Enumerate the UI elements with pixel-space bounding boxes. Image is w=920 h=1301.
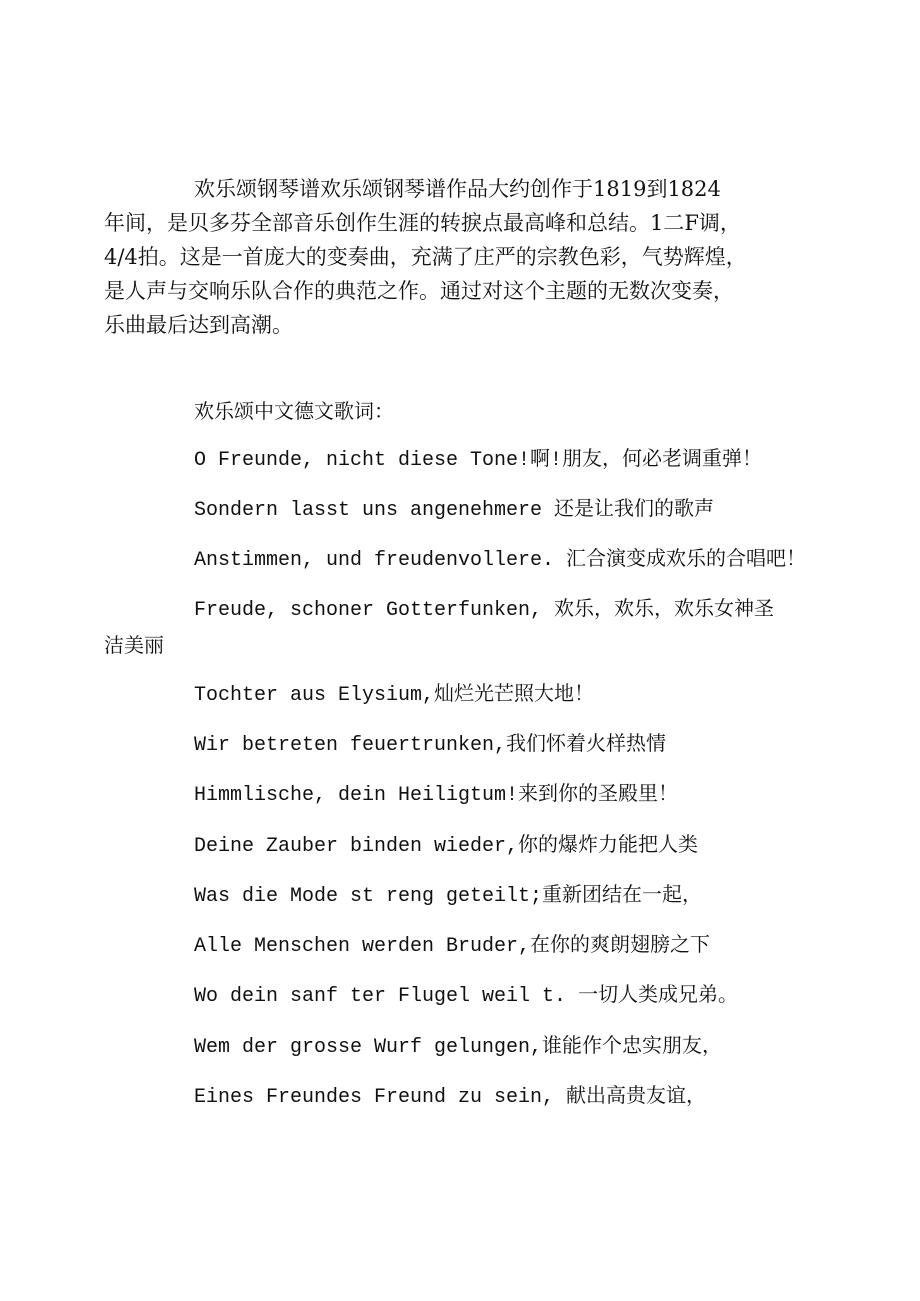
lyric-line: Himmlische, dein Heiligtum!来到你的圣殿里！	[194, 784, 679, 807]
intro-paragraph	[104, 172, 804, 342]
intro-line: 欢乐颂钢琴谱欢乐颂钢琴谱作品大约创作于1819到1824	[194, 177, 721, 201]
lyric-line: Wem der grosse Wurf gelungen,谁能作个忠实朋友，	[194, 1036, 723, 1059]
intro-line: 4/4拍。这是一首庞大的变奏曲，充满了庄严的宗教色彩，气势辉煌，	[104, 245, 747, 269]
lyric-line: Alle Menschen werden Bruder,在你的爽朗翅膀之下	[194, 935, 711, 958]
lyric-line: Wo dein sanf ter Flugel weil t. 一切人类成兄弟。	[194, 985, 739, 1008]
lyric-line: Eines Freundes Freund zu sein, 献出高贵友谊，	[194, 1086, 707, 1109]
intro-line: 年间，是贝多芬全部音乐创作生涯的转捩点最高峰和总结。1二F调，	[104, 211, 741, 235]
intro-line: 乐曲最后达到高潮。	[104, 313, 293, 337]
lyrics-heading: 欢乐颂中文德文歌词：	[194, 399, 394, 423]
lyric-line: O Freunde, nicht diese Tone!啊!朋友，何必老调重弹！	[194, 449, 763, 472]
lyric-line: Tochter aus Elysium,灿烂光芒照大地！	[194, 684, 595, 707]
lyric-line: Anstimmen, und freudenvollere. 汇合演变成欢乐的合唱吧！	[194, 549, 807, 572]
lyric-line: Was die Mode st reng geteilt;重新团结在一起，	[194, 885, 703, 908]
lyric-line: Wir betreten feuertrunken,我们怀着火样热情	[194, 734, 667, 757]
lyric-line: Deine Zauber binden wieder,你的爆炸力能把人类	[194, 835, 699, 858]
intro-line: 是人声与交响乐队合作的典范之作。通过对这个主题的无数次变奏，	[104, 279, 734, 303]
lyric-line: Freude, schoner Gotterfunken, 欢乐，欢乐，欢乐女神圣	[194, 599, 775, 622]
lyric-line-wrap: 洁美丽	[104, 633, 164, 657]
lyric-line: Sondern lasst uns angenehmere 还是让我们的歌声	[194, 499, 715, 522]
